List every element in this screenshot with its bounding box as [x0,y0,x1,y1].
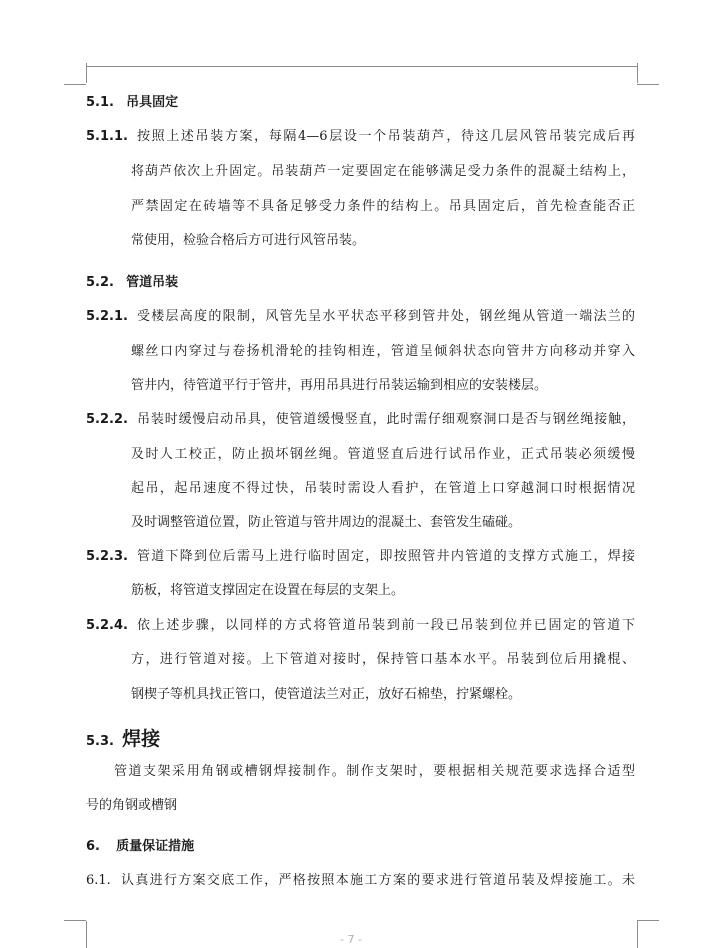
item-number: 5.2.3. [86,549,128,564]
paragraph-line: 管道下降到位后需马上进行临时固定，即按照管井内管道的支撑方式施工，焊接 [137,549,635,564]
item-number: 5.2.4. [86,618,128,633]
paragraph-line: 管井内，待管道平行于管井，再用吊具进行吊装运输到相应的安装楼层。 [131,378,548,393]
item-number: 5.2.1. [86,309,128,324]
item-number: 5.1.1. [86,129,128,144]
item-number: 5.2.2. [86,412,128,427]
item-number-5-1-1 [86,128,128,146]
paragraph-line: 按照上述吊装方案，每隔4—6层设一个吊装葫芦，待这几层风管吊装完成后再 [137,129,635,144]
item-number-5-2-4 [86,617,128,635]
item-number: 6.1. [86,873,111,888]
paragraph-line: 严禁固定在砖墙等不具备足够受力条件的结构上。吊具固定后，首先检查能否正 [131,199,635,214]
heading-6 [86,838,194,856]
heading-number: 5.3. [86,734,114,749]
item-number-6-1 [86,872,111,890]
item-number-5-2-1 [86,308,128,326]
paragraph-line: 常使用，检验合格后方可进行风管吊装。 [131,233,366,248]
heading-number: 5.1. [86,95,114,110]
corner-mark-top-right [637,63,638,83]
corner-mark-bottom-right-h [637,920,659,921]
paragraph-line: 将葫芦依次上升固定。吊装葫芦一定要固定在能够满足受力条件的混凝土结构上， [131,164,635,179]
heading-title: 质量保证措施 [116,839,195,854]
heading-5-2 [86,274,178,292]
heading-5-3 [86,727,160,754]
heading-title: 吊具固定 [126,95,179,110]
paragraph-line: 管道支架采用角钢或槽钢焊接制作。制作支架时，要根据相关规范要求选择合适型 [114,764,635,779]
heading-number: 6. [86,839,100,854]
paragraph-line: 及时调整管道位置，防止管道与管井周边的混凝土、套管发生磕碰。 [131,515,522,530]
item-number-5-2-2 [86,411,128,429]
paragraph-line: 受楼层高度的限制，风管先呈水平状态平移到管井处，钢丝绳从管道一端法兰的 [137,309,635,324]
corner-mark-top-left-h [64,84,86,85]
paragraph-line: 依上述步骤，以同样的方式将管道吊装到前一段已吊装到位并已固定的管道下 [137,618,635,633]
item-number-5-2-3 [86,548,128,566]
corner-mark-top-left [86,63,87,83]
paragraph-line: 及时人工校正，防止损坏钢丝绳。管道竖直后进行试吊作业，正式吊装必须缓慢 [131,447,635,462]
paragraph-line: 起吊，起吊速度不得过快，吊装时需设人看护，在管道上口穿越洞口时根据情况 [131,481,635,496]
paragraph-line: 钢楔子等机具找正管口，使管道法兰对正，放好石棉垫，拧紧螺栓。 [131,687,522,702]
corner-mark-top-right-h [637,84,659,85]
heading-number: 5.2. [86,275,114,290]
heading-5-1 [86,94,178,112]
paragraph-line: 号的角钢或槽钢 [86,798,178,813]
corner-mark-bottom-left-h [64,920,86,921]
heading-title: 管道吊装 [126,275,179,290]
paragraph-line: 吊装时缓慢启动吊具，使管道缓慢竖直，此时需仔细观察洞口是否与钢丝绳接触， [137,412,635,427]
paragraph-line: 认真进行方案交底工作，严格按照本施工方案的要求进行管道吊装及焊接施工。未 [121,873,635,888]
page-top-border [86,66,638,67]
paragraph-line: 方，进行管道对接。上下管道对接时，保持管口基本水平。吊装到位后用撬棍、 [131,652,635,667]
heading-title: 焊接 [122,728,161,750]
page-number: - 7 - [340,933,362,946]
paragraph-line: 筋板，将管道支撑固定在设置在每层的支架上。 [131,583,405,598]
paragraph-line: 螺丝口内穿过与卷扬机滑轮的挂钩相连，管道呈倾斜状态向管井方向移动并穿入 [131,344,635,359]
